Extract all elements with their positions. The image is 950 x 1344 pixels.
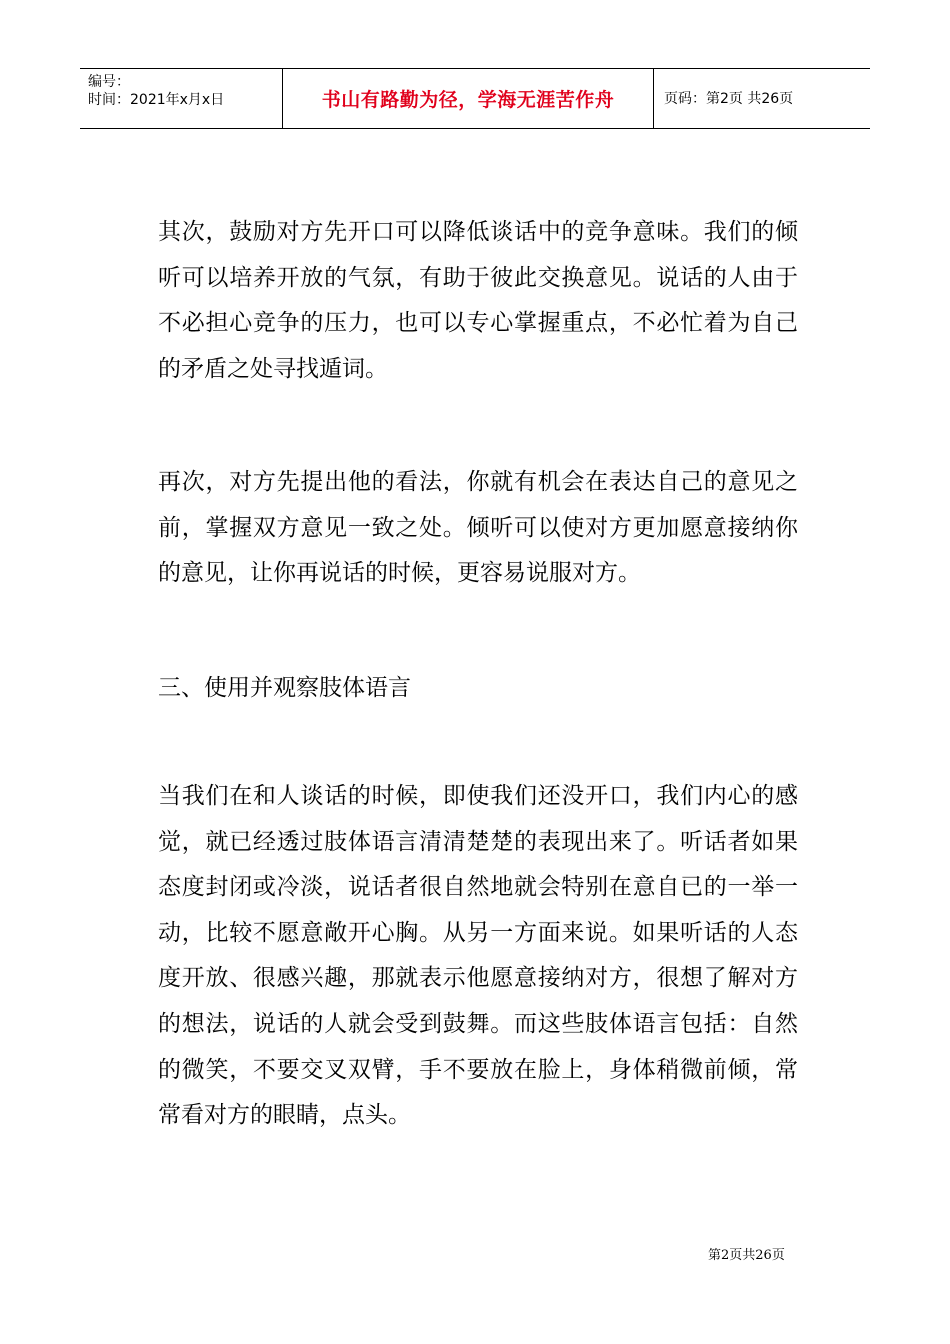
paragraph: 再次，对方先提出他的看法，你就有机会在表达自己的意见之前，掌握双方意见一致之处。倾听可以使对方更加愿意接纳你的意见，让你再说话的时候，更容易说服对方。 [158, 469, 798, 587]
paragraph: 其次，鼓励对方先开口可以降低谈话中的竞争意味。我们的倾听可以培养开放的气氛，有助于彼此交换意见。说话的人由于不必担心竞争的压力，也可以专心掌握重点，不必忙着为自己的矛盾之处寻找遁词。 [158, 219, 798, 382]
document-date: 时间：2021年x月x日 [88, 92, 225, 108]
header-meta [80, 69, 282, 128]
section-heading: 三、使用并观察肢体语言 [158, 675, 411, 701]
header-motto-cell [282, 69, 654, 128]
header-motto: 书山有路勤为径，学海无涯苦作舟 [321, 89, 615, 111]
page-header [80, 68, 870, 129]
paragraph: 当我们在和人谈话的时候，即使我们还没开口，我们内心的感觉，就已经透过肢体语言清清楚楚的表现出来了。听话者如果态度封闭或冷淡，说话者很自然地就会特别在意自已的一举一动，比较不愿意敞开心胸。从另一方面来说。如果听话的人态度开放、很感兴趣，那就表示他愿意接纳对方，很想了解对方的想法，说话的人就会受到鼓舞。而这些肢体语言包括：自然的微笑，不要交叉双臂，手不要放在脸上，身体稍微前倾，常常看对方的眼睛，点头。 [158, 783, 798, 1129]
header-page-info: 页码：第2页 共26页 [664, 90, 794, 107]
document-number-label: 编号： [88, 74, 130, 90]
page-footer-number: 第2页共26页 [708, 1248, 785, 1263]
header-page-cell [654, 69, 870, 128]
